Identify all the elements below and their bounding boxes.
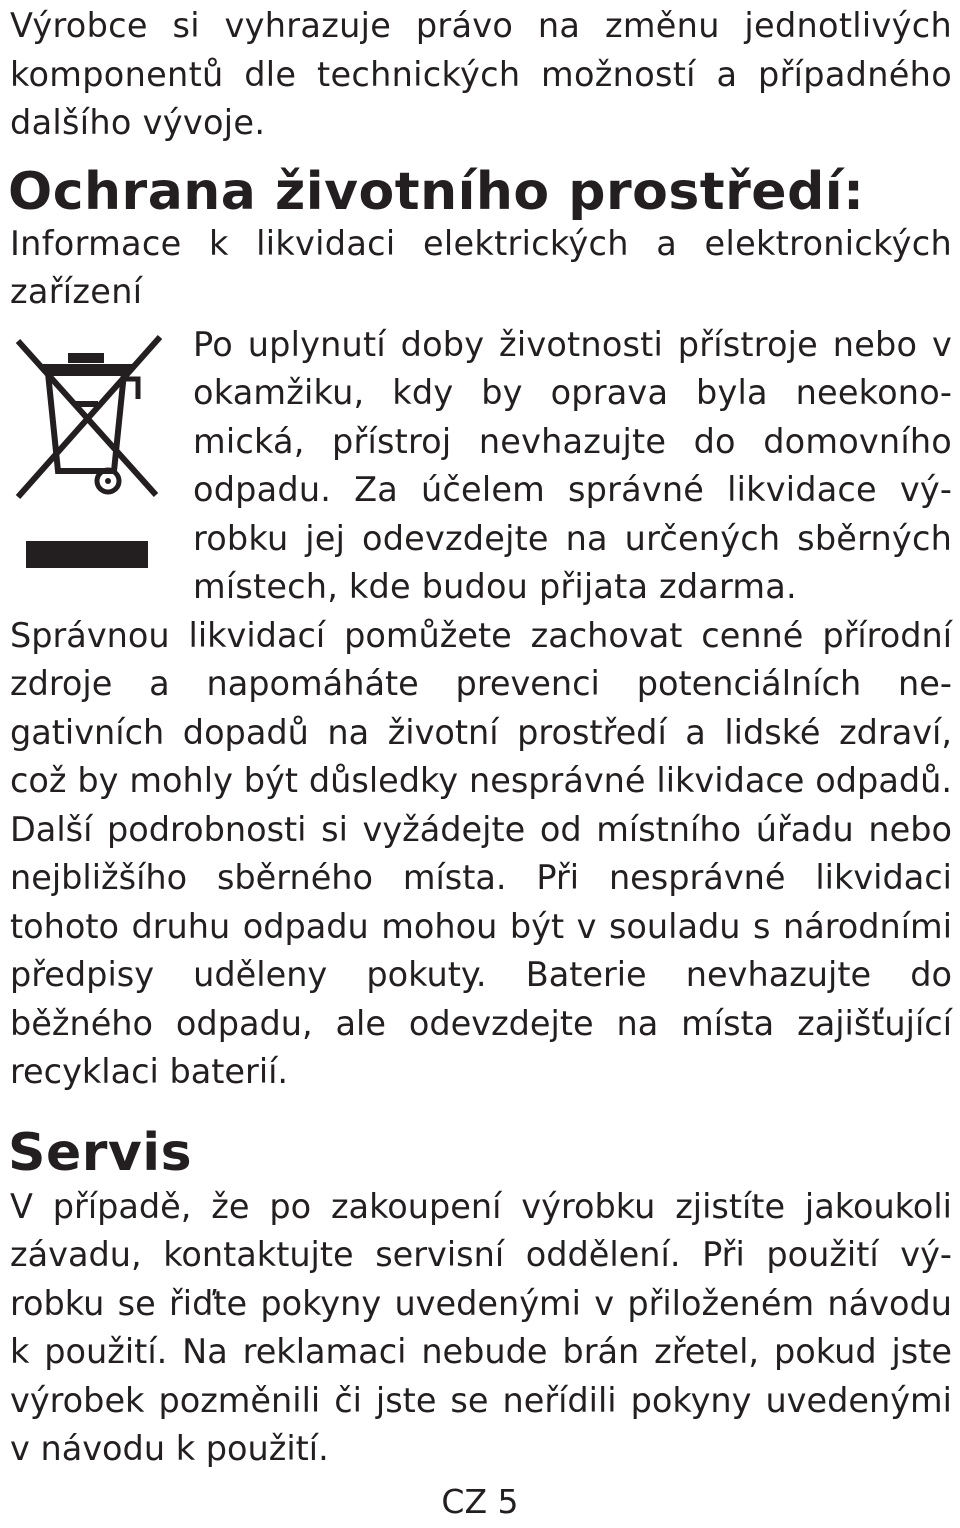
environment-heading: Ochrana životního prostředí: xyxy=(8,161,865,222)
service-paragraph: V případě, že po zakoupení výrobku zjistíte jakoukoli závadu, kontaktujte servisní oddělení. Při použití výrobku se řiďte pokyny uvedenými v přiloženém návodu k použití. Na reklamaci nebude brán zřetel, pokud jste výrobek pozměnili či jste se neřídili pokyny uvedenými v návodu k použití. xyxy=(10,1186,952,1468)
disposal-paragraph: Po uplynutí doby životnosti přístroje nebo v okamžiku, kdy by oprava byla neekonomická, přístroj nevhazujte do domovního odpadu. Za účelem správné likvidace výrobku jej odevzdejte na určených sběrných místech, kde budou přijata zdarma. xyxy=(193,324,952,606)
crossed-out-wheelie-bin-icon xyxy=(10,323,185,568)
page-number: CZ 5 xyxy=(441,1482,519,1521)
environment-subtitle: Informace k likvidaci elektrických a elektronických zařízení xyxy=(10,223,952,311)
intro-paragraph: Výrobce si vyhrazuje právo na změnu jednotlivých komponentů dle technických možností a případného dalšího vývoje. xyxy=(10,6,952,142)
recycling-paragraph: Správnou likvidací pomůžete zachovat cenné přírodní zdroje a napomáháte prevenci potenciálních negativních dopadů na životní prostředí a lidské zdraví, což by mohly být důsledky nesprávné likvidace odpadů. Další podrobnosti si vyžádejte od místního úřadu nebo nejbližšího sběrného místa. Při nesprávné likvidaci tohoto druhu odpadu mohou být v souladu s národními předpisy uděleny pokuty. Baterie nevhazujte do běžného odpadu, ale odevzdejte na místa zajišťující recyklaci baterií. xyxy=(10,615,952,1091)
manual-page xyxy=(10,0,952,1474)
service-heading: Servis xyxy=(8,1122,193,1183)
weee-section xyxy=(10,321,952,612)
